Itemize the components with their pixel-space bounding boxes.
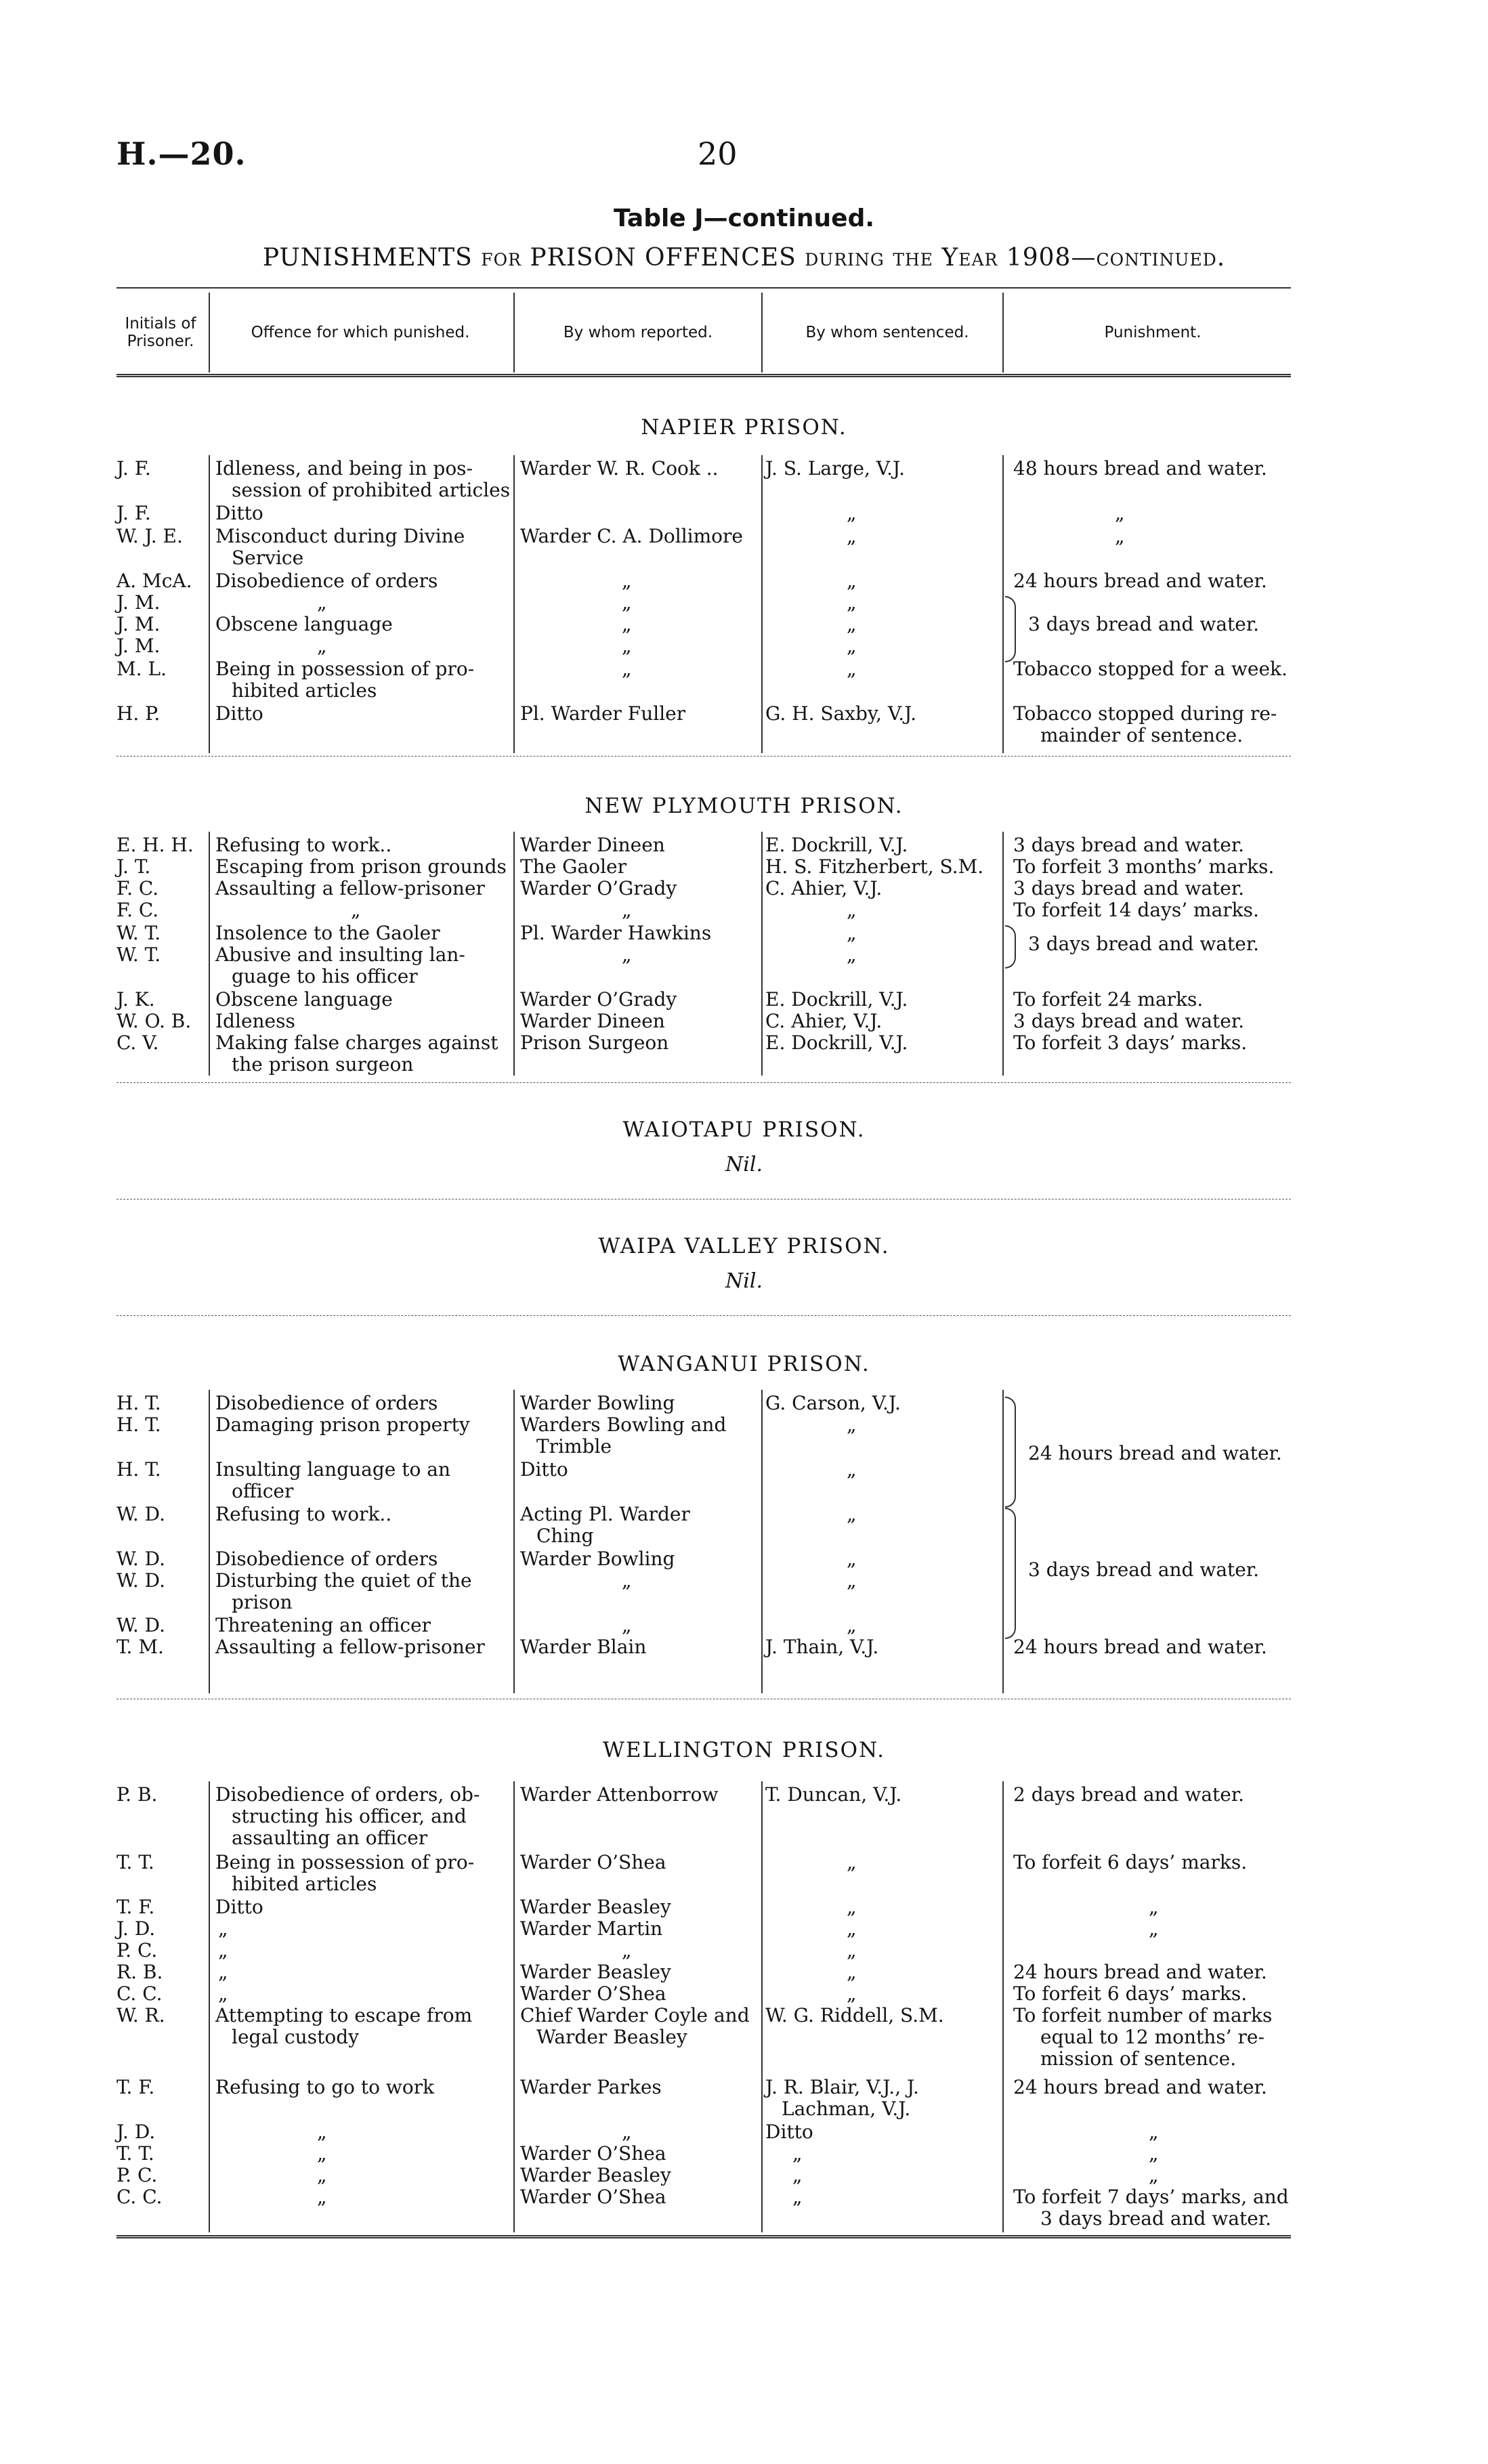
table-row-reported: Warder O’Shea bbox=[520, 1851, 666, 1873]
table-row-initials: T. M. bbox=[116, 1636, 164, 1658]
table-row-reported: Pl. Warder Fuller bbox=[520, 702, 686, 725]
nil-label: Nil. bbox=[725, 1269, 763, 1293]
table-row-punishment: To forfeit 7 days’ marks, and bbox=[1013, 2186, 1289, 2208]
table-row-reported: Warders Bowling and bbox=[520, 1414, 727, 1436]
table-row-punishment: 24 hours bread and water. bbox=[1013, 1961, 1267, 1983]
table-row-reported: Warder W. R. Cook .. bbox=[520, 457, 719, 480]
table-row-punishment: 24 hours bread and water. bbox=[1013, 1636, 1267, 1658]
table-row-offence: „ bbox=[317, 2121, 327, 2143]
table-row-sentenced: E. Dockrill, V.J. bbox=[765, 1032, 908, 1054]
table-row-initials: W. R. bbox=[116, 2004, 165, 2026]
table-row-punishment: 3 days bread and water. bbox=[1028, 933, 1260, 955]
table-row-punishment: 3 days bread and water. bbox=[1013, 877, 1245, 899]
table-row-punishment: „ bbox=[1149, 1896, 1159, 1918]
table-row-reported: „ bbox=[622, 635, 632, 657]
table-row-reported: Warder O’Grady bbox=[520, 877, 677, 899]
table-row-reported: Warder Bowling bbox=[520, 1392, 675, 1414]
table-row-initials: W. D. bbox=[116, 1503, 166, 1525]
table-row-offence: Being in possession of pro- bbox=[215, 1851, 475, 1873]
table-row-initials: P. B. bbox=[116, 1783, 158, 1806]
table-row-initials: H. P. bbox=[116, 702, 161, 725]
table-row-offence: the prison surgeon bbox=[232, 1053, 414, 1076]
table-row-reported: „ bbox=[622, 613, 632, 635]
table-row-sentenced: „ bbox=[847, 570, 857, 592]
table-row-punishment: 3 days bread and water. bbox=[1013, 1010, 1245, 1032]
table-row-offence: Obscene language bbox=[215, 988, 393, 1011]
table-row-offence: guage to his officer bbox=[232, 965, 418, 987]
table-row-initials: W. D. bbox=[116, 1548, 166, 1570]
section-title-new-plymouth: NEW PLYMOUTH PRISON. bbox=[584, 794, 904, 818]
table-row-sentenced: „ bbox=[847, 1414, 857, 1436]
table-row-punishment: 24 hours bread and water. bbox=[1028, 1442, 1282, 1464]
table-row-offence: prison bbox=[232, 1591, 293, 1613]
table-row-punishment: mission of sentence. bbox=[1040, 2047, 1237, 2070]
table-row-sentenced: „ bbox=[792, 2186, 803, 2208]
table-row-sentenced: C. Ahier, V.J. bbox=[765, 877, 883, 899]
table-row-sentenced: C. Ahier, V.J. bbox=[765, 1010, 883, 1032]
section-rule bbox=[116, 756, 1291, 757]
table-row-offence: Disobedience of orders, ob- bbox=[215, 1783, 480, 1806]
table-row-sentenced: „ bbox=[847, 1548, 857, 1570]
table-row-offence: Threatening an officer bbox=[215, 1614, 431, 1636]
col-reported: By whom reported. bbox=[563, 324, 713, 341]
table-row-reported: „ bbox=[622, 658, 632, 680]
table-row-punishment: Tobacco stopped for a week. bbox=[1013, 658, 1288, 680]
table-row-reported: „ bbox=[622, 1614, 632, 1636]
table-row-sentenced: „ bbox=[847, 1961, 857, 1983]
table-title: Table J—continued. bbox=[613, 205, 875, 232]
table-row-reported: Chief Warder Coyle and bbox=[520, 2004, 750, 2026]
table-row-reported: Warder O’Shea bbox=[520, 1982, 666, 2005]
table-row-punishment: „ bbox=[1149, 1917, 1159, 1940]
table-row-offence: Ditto bbox=[215, 502, 263, 524]
table-row-offence: structing his officer, and bbox=[232, 1805, 467, 1827]
table-row-initials: W. O. B. bbox=[116, 1010, 192, 1032]
table-row-reported: Trimble bbox=[536, 1435, 612, 1458]
table-row-initials: W. D. bbox=[116, 1569, 166, 1592]
table-row-offence: Service bbox=[232, 547, 304, 569]
table-row-initials: F. C. bbox=[116, 877, 159, 899]
table-row-sentenced: Ditto bbox=[765, 2121, 813, 2143]
table-row-reported: Ditto bbox=[520, 1458, 568, 1481]
col-divider bbox=[513, 832, 515, 1076]
table-row-initials: H. T. bbox=[116, 1414, 161, 1436]
page-id: H.—20. bbox=[116, 135, 247, 172]
section-title-waipa-valley: WAIPA VALLEY PRISON. bbox=[598, 1234, 890, 1258]
table-row-punishment: 3 days bread and water. bbox=[1028, 613, 1260, 635]
table-row-punishment: To forfeit 3 days’ marks. bbox=[1013, 1032, 1248, 1054]
table-row-initials: T. T. bbox=[116, 2142, 154, 2165]
table-row-initials: J. D. bbox=[116, 1917, 156, 1940]
table-row-sentenced: „ bbox=[847, 943, 857, 966]
table-row-sentenced: „ bbox=[847, 1896, 857, 1918]
table-row-reported: „ bbox=[622, 591, 632, 614]
table-row-initials: T. T. bbox=[116, 1851, 154, 1873]
table-row-punishment: To forfeit 3 months’ marks. bbox=[1013, 855, 1275, 878]
col-divider bbox=[513, 1390, 515, 1693]
table-row-sentenced: G. Carson, V.J. bbox=[765, 1392, 901, 1414]
col-offence: Offence for which punished. bbox=[251, 324, 470, 341]
table-row-offence: Disturbing the quiet of the bbox=[215, 1569, 472, 1592]
table-row-initials: J. M. bbox=[116, 591, 161, 614]
table-row-offence: hibited articles bbox=[232, 1873, 377, 1895]
table-row-offence: Refusing to go to work bbox=[215, 2076, 435, 2098]
section-title-wanganui: WANGANUI PRISON. bbox=[618, 1352, 870, 1376]
table-row-punishment: mainder of sentence. bbox=[1040, 724, 1243, 746]
table-row-reported: Warder C. A. Dollimore bbox=[520, 525, 743, 547]
table-row-offence: Attempting to escape from bbox=[215, 2004, 473, 2026]
table-row-sentenced: „ bbox=[847, 1569, 857, 1592]
table-row-offence: Misconduct during Divine bbox=[215, 525, 465, 547]
table-row-sentenced: „ bbox=[847, 635, 857, 657]
table-row-initials: E. H. H. bbox=[116, 834, 194, 856]
table-row-offence: Escaping from prison grounds bbox=[215, 855, 507, 878]
table-row-punishment: To forfeit number of marks bbox=[1013, 2004, 1273, 2026]
table-row-punishment: To forfeit 6 days’ marks. bbox=[1013, 1982, 1248, 2005]
table-row-sentenced: „ bbox=[847, 1503, 857, 1525]
section-rule bbox=[116, 1082, 1291, 1083]
table-row-sentenced: „ bbox=[847, 613, 857, 635]
table-row-initials: T. F. bbox=[116, 2076, 155, 2098]
col-divider bbox=[209, 293, 210, 373]
table-row-offence: „ bbox=[317, 635, 327, 657]
table-row-reported: Warder Beasley bbox=[520, 1961, 671, 1983]
table-row-offence: „ bbox=[317, 2186, 327, 2208]
table-row-offence: Assaulting a fellow-prisoner bbox=[215, 1636, 485, 1658]
table-row-reported: Warder Blain bbox=[520, 1636, 647, 1658]
table-row-sentenced: „ bbox=[847, 1917, 857, 1940]
table-row-initials: J. T. bbox=[116, 855, 151, 878]
page-number: 20 bbox=[698, 135, 738, 172]
table-row-sentenced: Lachman, V.J. bbox=[782, 2098, 911, 2120]
table-row-sentenced: J. Thain, V.J. bbox=[765, 1636, 879, 1658]
table-row-offence: officer bbox=[232, 1480, 294, 1502]
header-bottom-rule bbox=[116, 374, 1291, 377]
table-row-reported: Warder Dineen bbox=[520, 834, 665, 856]
table-row-offence: legal custody bbox=[232, 2026, 359, 2048]
table-row-sentenced: „ bbox=[847, 1614, 857, 1636]
col-divider bbox=[761, 293, 763, 373]
table-row-reported: Warder Bowling bbox=[520, 1548, 675, 1570]
table-row-initials: C. C. bbox=[116, 1982, 163, 2005]
table-row-initials: M. L. bbox=[116, 658, 167, 680]
section-rule bbox=[116, 1315, 1291, 1316]
table-row-offence: „ bbox=[218, 1917, 228, 1940]
table-row-punishment: „ bbox=[1115, 525, 1125, 547]
col-divider bbox=[513, 293, 515, 373]
col-divider bbox=[761, 1781, 763, 2232]
table-row-offence: Ditto bbox=[215, 702, 263, 725]
col-divider bbox=[209, 1781, 210, 2232]
table-row-reported: The Gaoler bbox=[520, 855, 627, 878]
table-row-punishment: To forfeit 24 marks. bbox=[1013, 988, 1204, 1011]
table-subtitle: PUNISHMENTS for PRISON OFFENCES during the Year 1908—continued. bbox=[262, 244, 1226, 272]
table-row-punishment: 3 days bread and water. bbox=[1013, 834, 1245, 856]
table-row-initials: W. T. bbox=[116, 943, 161, 966]
table-row-sentenced: W. G. Riddell, S.M. bbox=[765, 2004, 944, 2026]
table-row-offence: hibited articles bbox=[232, 679, 377, 702]
table-row-reported: Warder Beasley bbox=[520, 2164, 671, 2186]
table-row-offence: Assaulting a fellow-prisoner bbox=[215, 877, 485, 899]
table-row-initials: W. D. bbox=[116, 1614, 166, 1636]
table-row-reported: Warder Martin bbox=[520, 1917, 663, 1940]
table-row-initials: W. J. E. bbox=[116, 525, 183, 547]
table-row-offence: „ bbox=[317, 2142, 327, 2165]
table-row-sentenced: J. R. Blair, V.J., J. bbox=[765, 2076, 919, 2098]
table-row-offence: Being in possession of pro- bbox=[215, 658, 475, 680]
table-row-offence: „ bbox=[317, 2164, 327, 2186]
table-row-initials: J. F. bbox=[116, 457, 151, 480]
table-row-initials: H. T. bbox=[116, 1458, 161, 1481]
table-row-reported: Warder Attenborrow bbox=[520, 1783, 719, 1806]
table-row-punishment: „ bbox=[1149, 2164, 1159, 2186]
table-row-reported: Warder Beasley bbox=[520, 1896, 671, 1918]
table-row-sentenced: E. Dockrill, V.J. bbox=[765, 834, 908, 856]
table-row-punishment: 3 days bread and water. bbox=[1028, 1558, 1260, 1581]
table-row-offence: Ditto bbox=[215, 1896, 263, 1918]
table-row-sentenced: H. S. Fitzherbert, S.M. bbox=[765, 855, 984, 878]
table-row-initials: C. V. bbox=[116, 1032, 159, 1054]
table-row-initials: W. T. bbox=[116, 922, 161, 944]
table-row-offence: „ bbox=[218, 1982, 228, 2005]
col-divider bbox=[209, 832, 210, 1076]
brace bbox=[1005, 1397, 1016, 1508]
table-row-sentenced: „ bbox=[847, 658, 857, 680]
section-title-napier: NAPIER PRISON. bbox=[641, 415, 847, 440]
table-row-offence: Damaging prison property bbox=[215, 1414, 470, 1436]
nil-label: Nil. bbox=[725, 1153, 763, 1176]
table-row-sentenced: „ bbox=[847, 899, 857, 921]
table-row-sentenced: „ bbox=[847, 502, 857, 524]
table-row-reported: Warder Beasley bbox=[536, 2026, 687, 2048]
section-title-wellington: WELLINGTON PRISON. bbox=[603, 1738, 885, 1762]
table-row-initials: A. McA. bbox=[116, 570, 192, 592]
table-row-punishment: „ bbox=[1149, 2121, 1159, 2143]
table-row-sentenced: T. Duncan, V.J. bbox=[765, 1783, 902, 1806]
table-row-reported: Warder Parkes bbox=[520, 2076, 662, 2098]
table-row-punishment: To forfeit 14 days’ marks. bbox=[1013, 899, 1259, 921]
table-row-initials: J. M. bbox=[116, 613, 161, 635]
table-row-reported: Warder O’Grady bbox=[520, 988, 677, 1011]
table-row-offence: Disobedience of orders bbox=[215, 1548, 438, 1570]
table-row-initials: J. K. bbox=[116, 988, 155, 1011]
table-row-sentenced: „ bbox=[847, 1458, 857, 1481]
table-row-reported: „ bbox=[622, 1939, 632, 1961]
table-row-sentenced: „ bbox=[847, 525, 857, 547]
table-row-punishment: Tobacco stopped during re- bbox=[1013, 702, 1277, 725]
table-row-offence: „ bbox=[317, 591, 327, 614]
table-row-sentenced: „ bbox=[847, 1851, 857, 1873]
col-sentenced: By whom sentenced. bbox=[805, 324, 969, 341]
table-row-reported: Ching bbox=[536, 1525, 594, 1547]
table-row-offence: Insolence to the Gaoler bbox=[215, 922, 440, 944]
table-row-punishment: To forfeit 6 days’ marks. bbox=[1013, 1851, 1248, 1873]
table-row-offence: „ bbox=[218, 1961, 228, 1983]
table-row-offence: Disobedience of orders bbox=[215, 1392, 438, 1414]
table-row-reported: Acting Pl. Warder bbox=[520, 1503, 690, 1525]
table-row-sentenced: „ bbox=[847, 1982, 857, 2005]
table-row-sentenced: „ bbox=[847, 922, 857, 944]
table-row-offence: Making false charges against bbox=[215, 1032, 498, 1054]
table-row-reported: „ bbox=[622, 2121, 632, 2143]
table-row-reported: Pl. Warder Hawkins bbox=[520, 922, 712, 944]
table-row-initials: C. C. bbox=[116, 2186, 163, 2208]
table-row-sentenced: „ bbox=[792, 2142, 803, 2165]
table-row-initials: H. T. bbox=[116, 1392, 161, 1414]
col-divider bbox=[1002, 293, 1004, 373]
table-row-reported: „ bbox=[622, 943, 632, 966]
table-row-offence: „ bbox=[351, 899, 361, 921]
table-row-initials: J. F. bbox=[116, 502, 151, 524]
table-row-punishment: 2 days bread and water. bbox=[1013, 1783, 1245, 1806]
table-row-initials: R. B. bbox=[116, 1961, 163, 1983]
table-row-sentenced: G. H. Saxby, V.J. bbox=[765, 702, 917, 725]
table-row-sentenced: „ bbox=[847, 591, 857, 614]
table-row-punishment: „ bbox=[1149, 2142, 1159, 2165]
table-row-offence: Abusive and insulting lan- bbox=[215, 943, 465, 966]
table-row-reported: Warder O’Shea bbox=[520, 2142, 666, 2165]
table-row-offence: Refusing to work.. bbox=[215, 1503, 392, 1525]
col-divider bbox=[209, 1390, 210, 1693]
table-row-offence: Refusing to work.. bbox=[215, 834, 392, 856]
table-row-offence: session of prohibited articles bbox=[232, 479, 511, 501]
table-row-reported: Warder O’Shea bbox=[520, 2186, 666, 2208]
table-row-reported: Prison Surgeon bbox=[520, 1032, 669, 1054]
table-row-offence: Insulting language to an bbox=[215, 1458, 450, 1481]
table-row-initials: F. C. bbox=[116, 899, 159, 921]
table-row-initials: J. D. bbox=[116, 2121, 156, 2143]
table-row-initials: J. M. bbox=[116, 635, 161, 657]
table-row-reported: Warder Dineen bbox=[520, 1010, 665, 1032]
table-row-punishment: equal to 12 months’ re- bbox=[1040, 2026, 1264, 2048]
table-row-initials: T. F. bbox=[116, 1896, 155, 1918]
table-row-punishment: 3 days bread and water. bbox=[1040, 2207, 1272, 2230]
table-row-offence: Obscene language bbox=[215, 613, 393, 635]
table-row-reported: „ bbox=[622, 1569, 632, 1592]
col-initials: Initials of Prisoner. bbox=[125, 315, 196, 350]
table-row-punishment: 24 hours bread and water. bbox=[1013, 2076, 1267, 2098]
table-row-initials: P. C. bbox=[116, 1939, 158, 1961]
header-top-rule bbox=[116, 287, 1291, 289]
table-row-offence: „ bbox=[218, 1939, 228, 1961]
col-divider bbox=[209, 455, 210, 753]
section-title-waiotapu: WAIOTAPU PRISON. bbox=[622, 1118, 866, 1142]
column-header bbox=[116, 293, 1291, 373]
table-bottom-rule bbox=[116, 2235, 1291, 2238]
col-punishment: Punishment. bbox=[1104, 324, 1202, 341]
table-row-offence: Idleness, and being in pos- bbox=[215, 457, 473, 480]
table-row-sentenced: „ bbox=[792, 2164, 803, 2186]
table-row-offence: Disobedience of orders bbox=[215, 570, 438, 592]
table-row-initials: P. C. bbox=[116, 2164, 158, 2186]
table-row-reported: „ bbox=[622, 570, 632, 592]
table-row-reported: „ bbox=[622, 899, 632, 921]
table-row-sentenced: „ bbox=[847, 1939, 857, 1961]
table-row-offence: assaulting an officer bbox=[232, 1827, 428, 1849]
table-row-sentenced: J. S. Large, V.J. bbox=[765, 457, 905, 480]
table-row-punishment: 24 hours bread and water. bbox=[1013, 570, 1267, 592]
table-row-offence: Idleness bbox=[215, 1010, 295, 1032]
table-row-sentenced: E. Dockrill, V.J. bbox=[765, 988, 908, 1011]
table-row-punishment: „ bbox=[1115, 502, 1125, 524]
table-row-punishment: 48 hours bread and water. bbox=[1013, 457, 1267, 480]
